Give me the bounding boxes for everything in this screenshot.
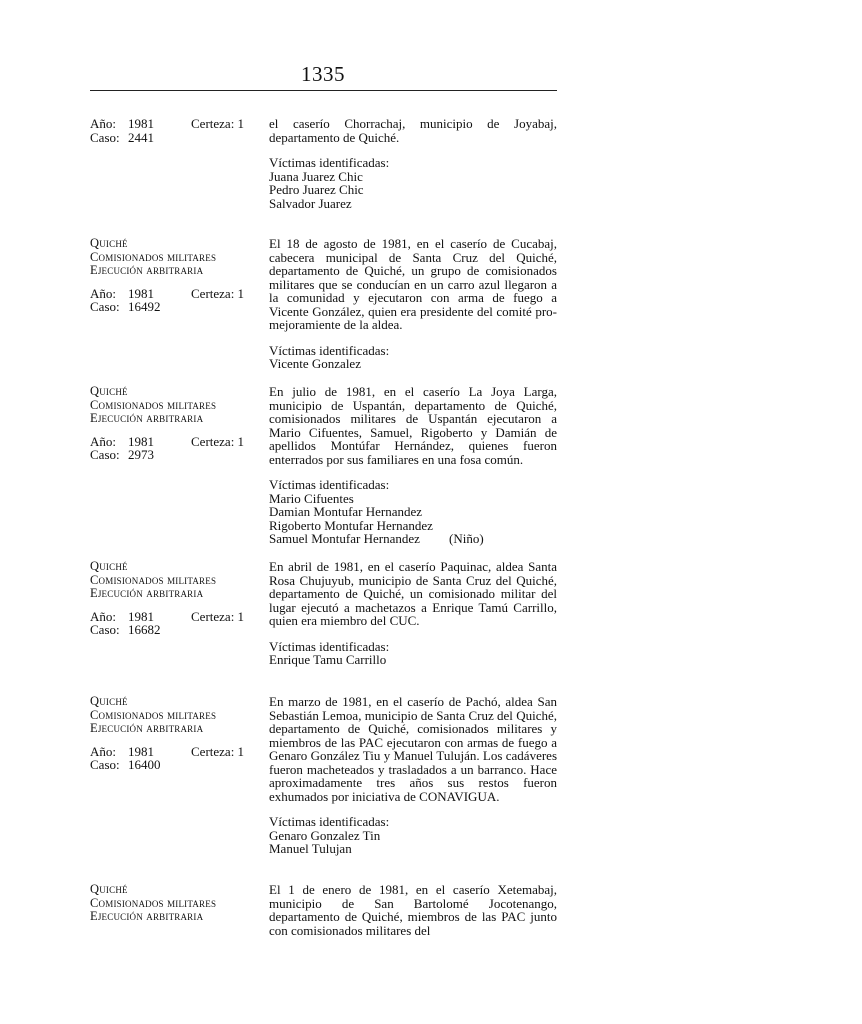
- perpetrator: Comisionados militares: [90, 707, 217, 722]
- case-row: [90, 758, 260, 772]
- year-label: Año:: [90, 116, 116, 131]
- victim-note: (Niño): [449, 531, 484, 546]
- victims-list: [269, 815, 557, 856]
- certainty: Certeza: 1: [191, 433, 245, 449]
- victim-name: Manuel Tulujan: [269, 841, 352, 856]
- case-text: [269, 695, 557, 856]
- violation-type: Ejecución arbitraria: [90, 411, 204, 425]
- case-text: [269, 883, 557, 937]
- perpetrator: Comisionados militares: [90, 397, 217, 412]
- victims-list: [269, 478, 557, 546]
- case-row: [90, 623, 260, 637]
- region: Quiché: [90, 236, 128, 250]
- violation-type: Ejecución arbitraria: [90, 263, 204, 277]
- certainty: Certeza: 1: [191, 743, 245, 759]
- case-description: En julio de 1981, en el caserío La Joya Larga, municipio de Uspantán, departamento de Quiché, comisionados militares de Uspantán ejecutaron a Mario Cifuentes, Samuel, Rigoberto y Damián de apellidos Montúfar Hernández, quienes fueron enterrados por sus familiares en una fosa común.: [269, 384, 557, 467]
- year-value: 1981: [128, 116, 154, 131]
- victim-name: Damian Montufar Hernandez: [269, 504, 423, 519]
- case-metadata: [90, 883, 260, 924]
- case-metadata: [90, 695, 260, 772]
- victims-list: [269, 640, 557, 667]
- case-description: el caserío Chorrachaj, municipio de Joyabaj, departamento de Quiché.: [269, 116, 557, 145]
- violation-type: Ejecución arbitraria: [90, 909, 204, 923]
- region: Quiché: [90, 694, 128, 708]
- case-text: [269, 117, 557, 210]
- year-row: [90, 745, 260, 759]
- violation-type: Ejecución arbitraria: [90, 586, 204, 600]
- violation-type: Ejecución arbitraria: [90, 721, 204, 735]
- case-number: 16400: [128, 757, 161, 772]
- page-number: 1335: [301, 62, 345, 86]
- case-row: [90, 131, 260, 145]
- case-row: [90, 448, 260, 462]
- case-description: El 18 de agosto de 1981, en el caserío de Cucabaj, cabecera municipal de Santa Cruz del Quiché, departamento de Quiché, un grupo de comisionados militares que se conducían en un carro azul llegaron a la comunidad y ejecutaron con arma de fuego a Vicente González, quien era presidente del comité pro-mejoramiente de la aldea.: [269, 236, 557, 332]
- victims-heading: Víctimas identificadas:: [269, 638, 390, 654]
- case-metadata: [90, 117, 260, 144]
- case-number: 2973: [128, 447, 154, 462]
- year-value: 1981: [128, 285, 154, 301]
- case-metadata: [90, 237, 260, 314]
- region: Quiché: [90, 384, 128, 398]
- case-label: Caso:: [90, 299, 120, 314]
- certainty: Certeza: 1: [191, 608, 245, 624]
- region: Quiché: [90, 559, 128, 573]
- case-text: [269, 560, 557, 667]
- year-row: [90, 610, 260, 624]
- year-row: [90, 435, 260, 449]
- victim-name: Rigoberto Montufar Hernandez: [269, 517, 433, 533]
- year-label: Año:: [90, 433, 116, 449]
- perpetrator: Comisionados militares: [90, 895, 217, 910]
- case-label: Caso:: [90, 447, 120, 462]
- perpetrator: Comisionados militares: [90, 572, 217, 587]
- certainty: Certeza: 1: [191, 116, 245, 131]
- case-description: En abril de 1981, en el caserío Paquinac, aldea Santa Rosa Chujuyub, municipio de Santa Cruz del Quiché, departamento de Quiché, un comisionado militar del lugar ejecutó a machetazos a Enrique Tamú Carrillo, quien era miembro del CUC.: [269, 559, 557, 628]
- case-description: El 1 de enero de 1981, en el caserío Xetemabaj, municipio de San Bartolomé Jocotenango, departamento de Quiché, miembros de las PAC junto con comisionados militares del: [269, 882, 557, 938]
- victim-name: Vicente Gonzalez: [269, 356, 361, 371]
- victims-list: [269, 156, 557, 210]
- year-label: Año:: [90, 743, 116, 759]
- case-text: [269, 237, 557, 371]
- victim-name: Salvador Juarez: [269, 195, 352, 211]
- victims-heading: Víctimas identificadas:: [269, 814, 390, 829]
- year-row: [90, 117, 260, 131]
- year-label: Año:: [90, 285, 116, 301]
- victim-row: [269, 532, 557, 546]
- case-metadata: [90, 560, 260, 637]
- case-text: [269, 385, 557, 546]
- region: Quiché: [90, 882, 128, 896]
- case-row: [90, 300, 260, 314]
- case-label: Caso:: [90, 757, 120, 772]
- case-number: 2441: [128, 129, 154, 145]
- perpetrator: Comisionados militares: [90, 249, 217, 264]
- year-label: Año:: [90, 608, 116, 624]
- case-number: 16492: [128, 299, 161, 314]
- victims-heading: Víctimas identificadas:: [269, 342, 390, 358]
- year-row: [90, 287, 260, 301]
- case-description: En marzo de 1981, en el caserío de Pachó, aldea San Sebastián Lemoa, municipio de Santa Cruz del Quiché, departamento de Quiché, comisionados militares y miembros de las PAC ejecutaron con armas de fuego a Genaro González Tiu y Manuel Tuluján. Los cadáveres fueron macheteados y trasladados a un barranco. Hace aproximadamente tres años sus restos fueron exhumados por iniciativa de CONAVIGUA.: [269, 694, 557, 804]
- case-number: 16682: [128, 622, 161, 637]
- victim-name: Pedro Juarez Chic: [269, 182, 364, 197]
- victims-heading: Víctimas identificadas:: [269, 155, 390, 170]
- victims-heading: Víctimas identificadas:: [269, 477, 390, 492]
- victim-name: Samuel Montufar Hernandez: [269, 531, 420, 546]
- year-value: 1981: [128, 433, 154, 449]
- case-label: Caso:: [90, 622, 120, 637]
- victim-name: Juana Juarez Chic: [269, 168, 363, 184]
- year-value: 1981: [128, 608, 154, 624]
- certainty: Certeza: 1: [191, 285, 245, 301]
- victims-list: [269, 344, 557, 371]
- case-label: Caso:: [90, 129, 120, 145]
- year-value: 1981: [128, 743, 154, 759]
- case-metadata: [90, 385, 260, 462]
- victim-name: Enrique Tamu Carrillo: [269, 652, 387, 667]
- header-rule: [90, 90, 557, 91]
- victim-name: Mario Cifuentes: [269, 490, 354, 506]
- victim-name: Genaro Gonzalez Tin: [269, 827, 381, 843]
